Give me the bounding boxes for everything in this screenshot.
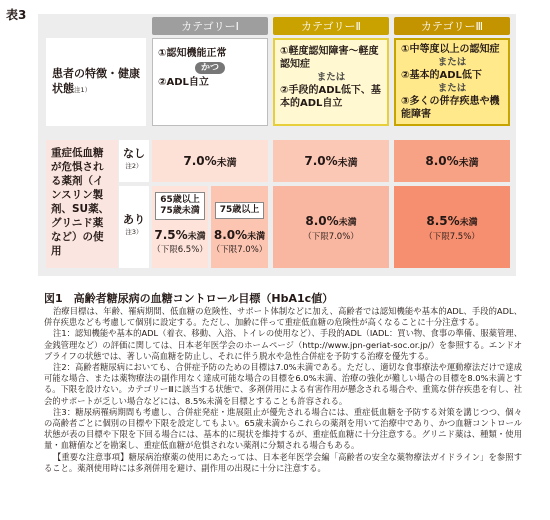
- note-paragraph: 注3：糖尿病罹病期間も考慮し、合併症発症・進展阻止が優先される場合には、重症低血糖を予防する対策を講じつつ、個々の高齢者ごとに個別の目標や下限を設定してもよい。65歳未満からこれらの薬剤を用いて治療中であり、かつ血糖コントロール状態が表の目標や下限を下回る場合には、基本的に現状を維持するが、重症低血糖に十分注意する。グリニド薬は、種類・使用量・血糖値などを勘案し、重症低血糖が危惧されない薬剤に分類される場合もある。: [44, 406, 522, 451]
- yes-c2-target: [273, 216, 389, 229]
- yes-c2-value: 8.0%: [305, 214, 339, 228]
- yes-c2-unit: 未満: [338, 218, 357, 228]
- category-2-connector: または: [316, 72, 346, 83]
- none-c1-unit: 未満: [216, 157, 237, 169]
- category-3-criteria: [394, 38, 510, 126]
- yes-a-value: 7.5%: [154, 228, 188, 242]
- none-c2-value: 7.0%: [304, 154, 338, 168]
- category-3-line3: ③多くの併存疾患や機能障害: [401, 96, 500, 120]
- note-paragraph: 注1：認知機能や基本的ADL（着衣、移動、入浴、トイレの使用など）、手段的ADL（IADL：買い物、食事の準備、服薬管理、金銭管理など）の評価に関しては、日本老年医学会のホームページ（http://www.jpn-geriat-soc.or.jp/）を参照する。エンドオブライフの状態では、著しい高血糖を防止し、それに伴う脱水や急性合併症を予防する治療を優先する。: [44, 328, 522, 361]
- patient-features-label: [46, 38, 146, 126]
- yes-note: 注3）: [125, 228, 143, 236]
- none-label-text: なし: [123, 147, 145, 160]
- none-label: [119, 140, 149, 182]
- none-c3-value: 8.0%: [425, 154, 459, 168]
- yes-label-text: あり: [123, 213, 145, 226]
- table-label: 表3: [6, 8, 27, 22]
- yes-c2-lower: （下限7.0%）: [303, 232, 359, 242]
- yes-c3-value: 8.5%: [426, 214, 460, 228]
- none-category-2-target: [273, 140, 389, 182]
- none-c2-unit: 未満: [337, 157, 358, 169]
- category-1-connector: かつ: [195, 62, 225, 74]
- yes-a-unit: 未満: [187, 232, 206, 242]
- yes-b-value: 8.0%: [213, 228, 248, 242]
- age-75-plus-label: 75歳以上: [215, 202, 264, 219]
- yes-b-unit: 未満: [247, 232, 266, 242]
- note-paragraph: 【重要な注意事項】糖尿病治療薬の使用にあたっては、日本老年医学会編「高齢者の安全な薬物療法ガイドライン」を参照すること。薬剤使用時には多剤併用を避け、副作用の出現に十分に注意する。: [44, 451, 522, 473]
- category-2-criteria: [273, 38, 389, 126]
- features-text: 患者の特徴・健康状態: [52, 67, 140, 95]
- category-1-header: カテゴリーⅠ: [152, 17, 268, 35]
- category-3-line1: ①中等度以上の認知症: [401, 44, 500, 55]
- yes-c3-target: [394, 216, 510, 229]
- yes-c3-unit: 未満: [459, 218, 478, 228]
- category-2-line2: ②手段的ADL低下、基本的ADL自立: [280, 85, 381, 109]
- notes-section: [44, 306, 522, 474]
- category-1-line1: ①認知機能正常: [158, 48, 227, 59]
- yes-a-target: [152, 230, 208, 243]
- category-3-connector-1: または: [437, 57, 467, 68]
- yes-c3-lower: （下限7.5%）: [424, 232, 480, 242]
- features-note: 注1）: [74, 86, 92, 94]
- figure-caption: 図1 高齢者糖尿病の血糖コントロール目標（HbA1c値）: [44, 292, 334, 305]
- none-category-3-target: [394, 140, 510, 182]
- yes-a-lower: （下限6.5%）: [152, 245, 208, 255]
- yes-b-target: [211, 230, 268, 243]
- category-3-line2: ②基本的ADL低下: [401, 70, 482, 81]
- note-paragraph: 注2：高齢者糖尿病においても、合併症予防のための目標は7.0%未満である。ただし、適切な食事療法や運動療法だけで達成可能な場合、または薬物療法の副作用なく達成可能な場合の目標を6.0%未満、治療の強化が難しい場合の目標を8.0%未満とする。下限を設けない。カテゴリーⅢに該当する状態で、多剤併用による有害作用が懸念される場合や、重篤な併存疾患を有し、社会的サポートが乏しい場合などには、8.5%未満を目標とすることも許容される。: [44, 362, 522, 406]
- none-c1-value: 7.0%: [183, 154, 217, 168]
- yes-category-2-target: [273, 186, 389, 268]
- none-category-1-target: [152, 140, 268, 182]
- none-c3-unit: 未満: [458, 157, 479, 169]
- yes-b-lower: （下限7.0%）: [211, 245, 268, 255]
- category-3-header: カテゴリーⅢ: [394, 17, 510, 35]
- category-2-header: カテゴリーⅡ: [273, 17, 389, 35]
- yes-label: [119, 186, 149, 268]
- age-65-75-label: 65歳以上75歳未満: [155, 192, 205, 220]
- note-paragraph: 治療目標は、年齢、罹病期間、低血糖の危険性、サポート体制などに加え、高齢者では認知機能や基本的ADL、手段的ADL、併存疾患なども考慮して個別に設定する。ただし、加齢に伴って重症低血糖の危険性が高くなることに十分注意する。: [44, 306, 522, 328]
- yes-age-75-plus-cell: [211, 186, 268, 268]
- yes-age-65-75-cell: [152, 186, 208, 268]
- none-note: 注2）: [125, 162, 143, 170]
- yes-category-3-target: [394, 186, 510, 268]
- category-1-line2: ②ADL自立: [158, 77, 209, 88]
- drug-use-label: 重症低血糖が危惧される薬剤（インスリン製剤、SU薬、グリニド薬など）の使用: [46, 140, 118, 268]
- category-1-criteria: [152, 38, 268, 126]
- category-3-connector-2: または: [437, 83, 467, 94]
- category-2-line1: ①軽度認知障害〜軽度認知症: [280, 46, 379, 70]
